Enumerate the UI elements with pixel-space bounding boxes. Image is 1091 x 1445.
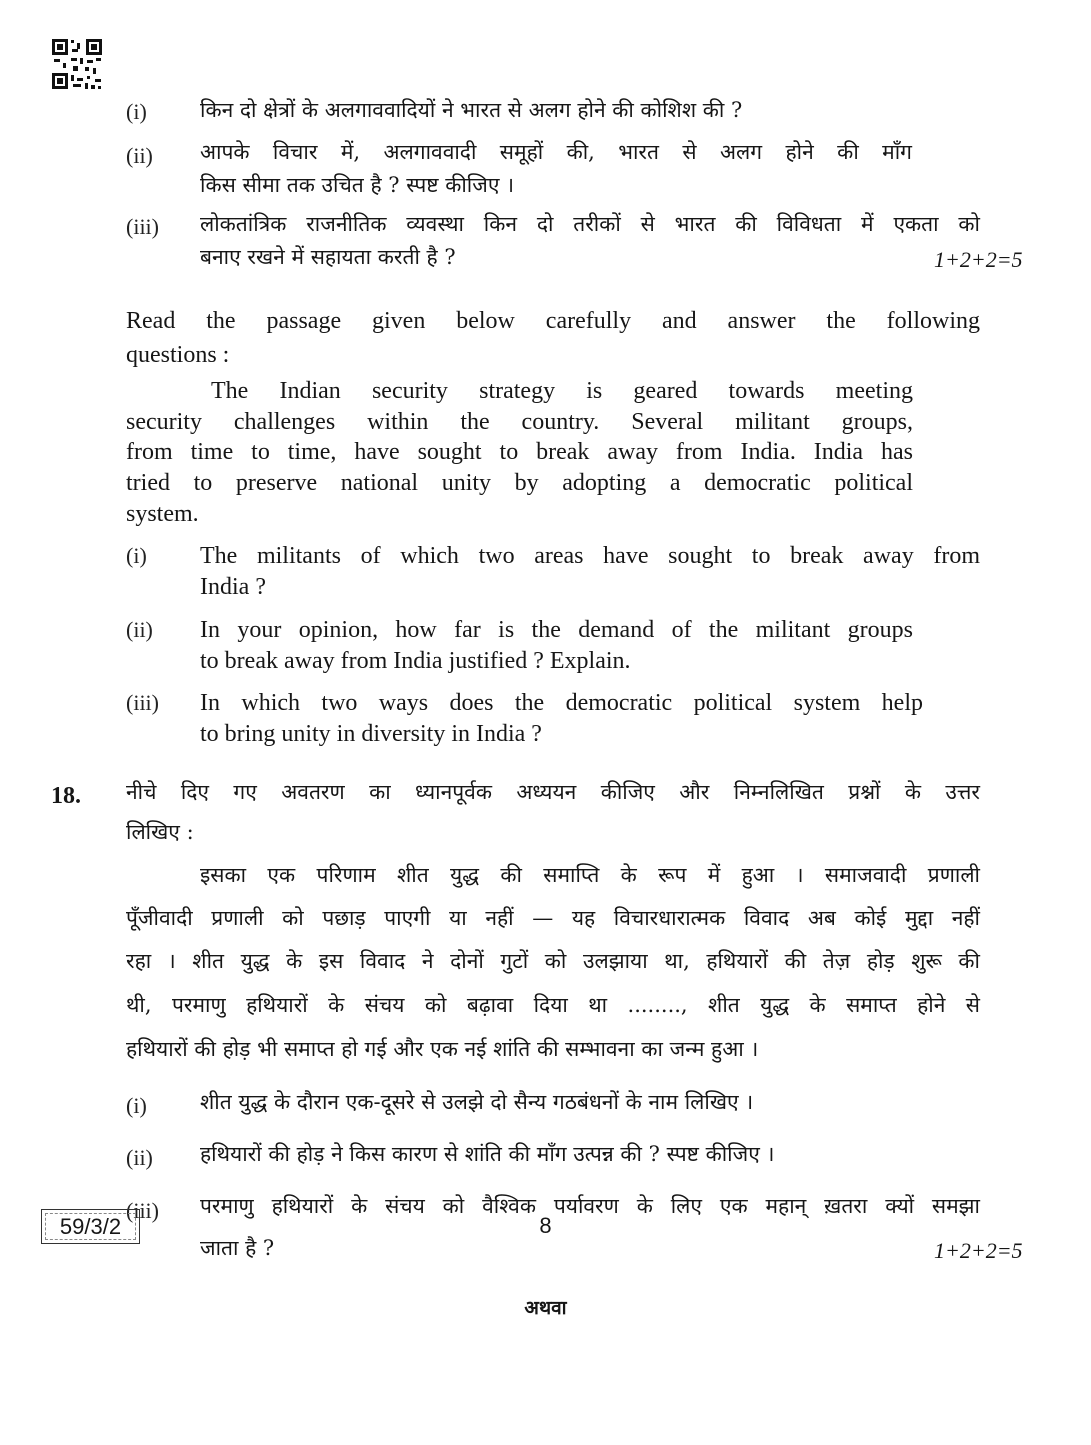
passage-line: system.	[126, 501, 199, 527]
question-number: (ii)	[126, 1145, 153, 1170]
question-number: (iii)	[126, 1198, 159, 1223]
passage-line: from time to time, have sought to break away from India. India has	[126, 439, 913, 465]
passage-line: इसका एक परिणाम शीत युद्ध की समाप्ति के रूप में हुआ । समाजवादी प्रणाली	[200, 863, 980, 887]
question-text: to bring unity in diversity in India ?	[200, 721, 542, 747]
passage-line: security challenges within the country. Several militant groups,	[126, 409, 913, 435]
question-number: (iii)	[126, 690, 159, 715]
passage-line: tried to preserve national unity by adopting a democratic political	[126, 470, 913, 496]
marks-allocation: 1+2+2=5	[934, 247, 1023, 272]
passage-instruction: Read the passage given below carefully and answer the following	[126, 308, 980, 334]
question-number: (i)	[126, 99, 147, 124]
question-text: लोकतांत्रिक राजनीतिक व्यवस्था किन दो तरीकों से भारत की विविधता में एकता को	[200, 212, 980, 236]
or-separator: अथवा	[524, 1297, 567, 1319]
question-text: परमाणु हथियारों के संचय को वैश्विक पर्यावरण के लिए एक महान् ख़तरा क्यों समझा	[200, 1194, 980, 1218]
question-number: (ii)	[126, 143, 153, 168]
question-text: किस सीमा तक उचित है ? स्पष्ट कीजिए ।	[200, 173, 515, 197]
question-text: जाता है ?	[200, 1236, 275, 1260]
question-text: The militants of which two areas have sought to break away from	[200, 543, 980, 569]
passage-line: रहा । शीत युद्ध के इस विवाद ने दोनों गुटों को उलझाया था, हथियारों की तेज़ होड़ शुरू की	[126, 949, 980, 973]
question-number: (ii)	[126, 617, 153, 642]
question-number-18: 18.	[51, 783, 81, 809]
question-text: हथियारों की होड़ ने किस कारण से शांति की माँग उत्पन्न की ? स्पष्ट कीजिए ।	[200, 1142, 775, 1166]
question-number: (i)	[126, 543, 147, 568]
question-text: आपके विचार में, अलगाववादी समूहों की, भारत से अलग होने की माँग	[200, 140, 912, 164]
passage-line: हथियारों की होड़ भी समाप्त हो गई और एक नई शांति की सम्भावना का जन्म हुआ ।	[126, 1037, 759, 1061]
passage-line: The Indian security strategy is geared towards meeting	[211, 378, 913, 404]
question-text: India ?	[200, 574, 266, 600]
question-number: (i)	[126, 1093, 147, 1118]
question-text: to break away from India justified ? Explain.	[200, 648, 631, 674]
marks-allocation: 1+2+2=5	[934, 1238, 1023, 1263]
page-number: 8	[539, 1213, 552, 1238]
question-number: (iii)	[126, 214, 159, 239]
paper-code: 59/3/2	[41, 1209, 140, 1244]
passage-line: पूँजीवादी प्रणाली को पछाड़ पाएगी या नहीं — यह विचारधारात्मक विवाद अब कोई मुद्दा नहीं	[126, 906, 980, 930]
passage-instruction: questions :	[126, 342, 230, 368]
question-text: शीत युद्ध के दौरान एक-दूसरे से उलझे दो सैन्य गठबंधनों के नाम लिखिए ।	[200, 1090, 754, 1114]
question-text: In your opinion, how far is the demand of the militant groups	[200, 617, 913, 643]
question-text: किन दो क्षेत्रों के अलगाववादियों ने भारत से अलग होने की कोशिश की ?	[200, 98, 743, 122]
passage-instruction: नीचे दिए गए अवतरण का ध्यानपूर्वक अध्ययन कीजिए और निम्नलिखित प्रश्नों के उत्तर	[126, 780, 980, 804]
qr-code-icon	[51, 38, 103, 90]
passage-line: थी, परमाणु हथियारों के संचय को बढ़ावा दिया था ........, शीत युद्ध के समाप्त होने से	[126, 993, 980, 1017]
passage-instruction: लिखिए :	[126, 820, 194, 844]
question-text: In which two ways does the democratic political system help	[200, 690, 923, 716]
question-text: बनाए रखने में सहायता करती है ?	[200, 245, 456, 269]
